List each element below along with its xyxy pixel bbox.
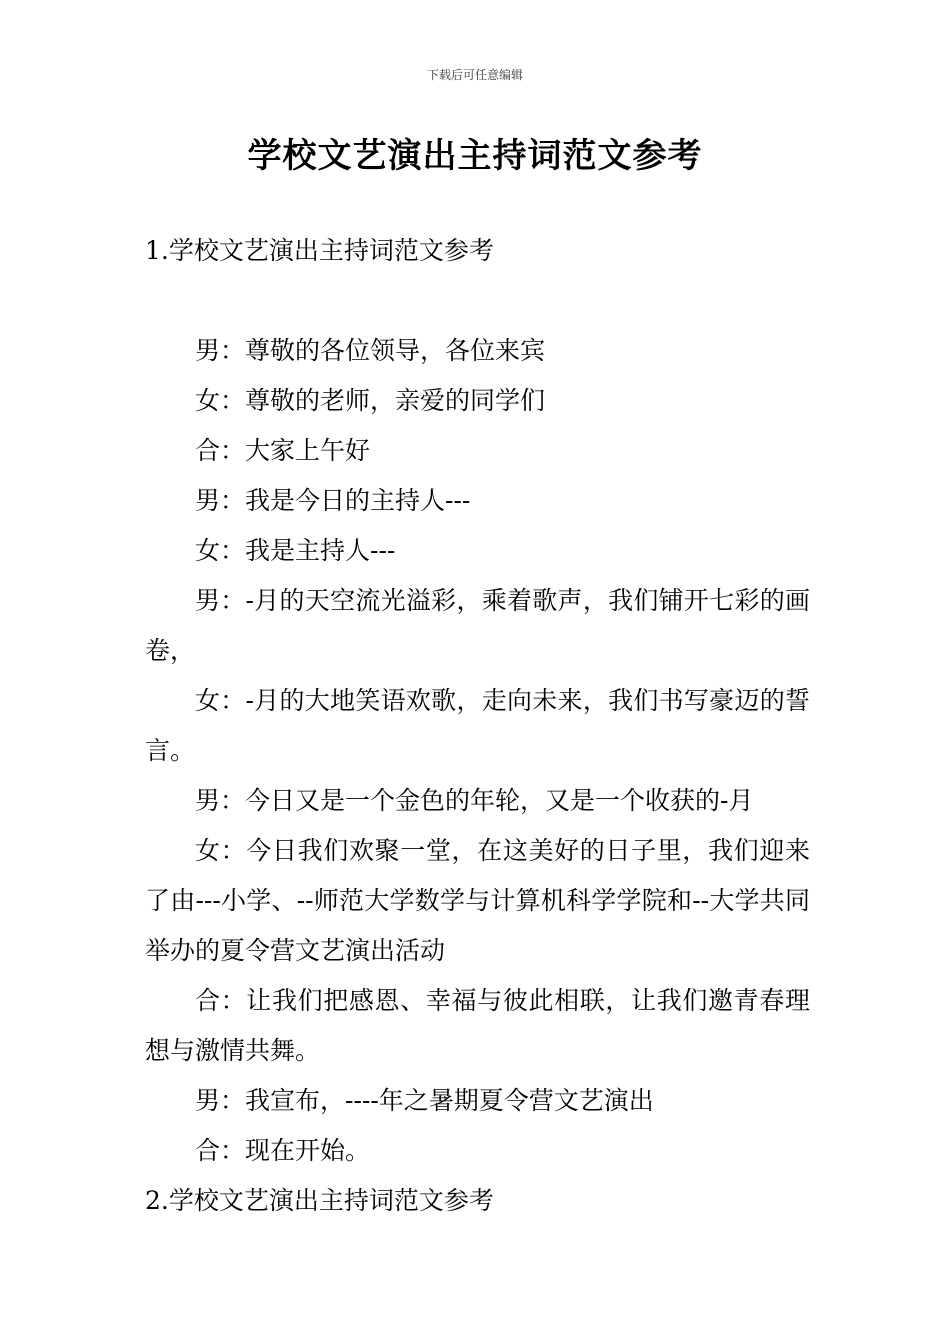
document-body — [145, 226, 810, 1226]
dialogue-paragraph: 女：-月的大地笑语欢歌，走向未来，我们书写豪迈的誓言。 — [145, 686, 810, 765]
dialogue-paragraph: 女：今日我们欢聚一堂，在这美好的日子里，我们迎来了由---小学、--师范大学数学与计算机科学学院和--大学共同举办的夏令营文艺演出活动 — [145, 836, 810, 965]
blank-line — [145, 276, 810, 326]
dialogue-line: 合：现在开始。 — [195, 1136, 371, 1165]
dialogue-line: 男：尊敬的各位领导，各位来宾 — [195, 336, 546, 365]
section-heading-2: 2.学校文艺演出主持词范文参考 — [145, 1186, 494, 1215]
dialogue-line: 男：我宣布，----年之暑期夏令营文艺演出 — [195, 1086, 654, 1115]
section-heading-1: 1.学校文艺演出主持词范文参考 — [145, 236, 494, 265]
dialogue-line: 合：大家上午好 — [195, 436, 371, 465]
header-note: 下载后可任意编辑 — [426, 68, 523, 82]
dialogue-line: 女：尊敬的老师，亲爱的同学们 — [195, 386, 546, 415]
dialogue-line: 男：我是今日的主持人--- — [195, 486, 471, 515]
dialogue-paragraph: 合：让我们把感恩、幸福与彼此相联，让我们邀青春理想与激情共舞。 — [145, 986, 810, 1065]
dialogue-line: 男：今日又是一个金色的年轮，又是一个收获的-月 — [195, 786, 754, 815]
document-title: 学校文艺演出主持词范文参考 — [247, 136, 703, 176]
dialogue-paragraph: 男：-月的天空流光溢彩，乘着歌声，我们铺开七彩的画卷， — [145, 586, 810, 665]
dialogue-line: 女：我是主持人--- — [195, 536, 396, 565]
